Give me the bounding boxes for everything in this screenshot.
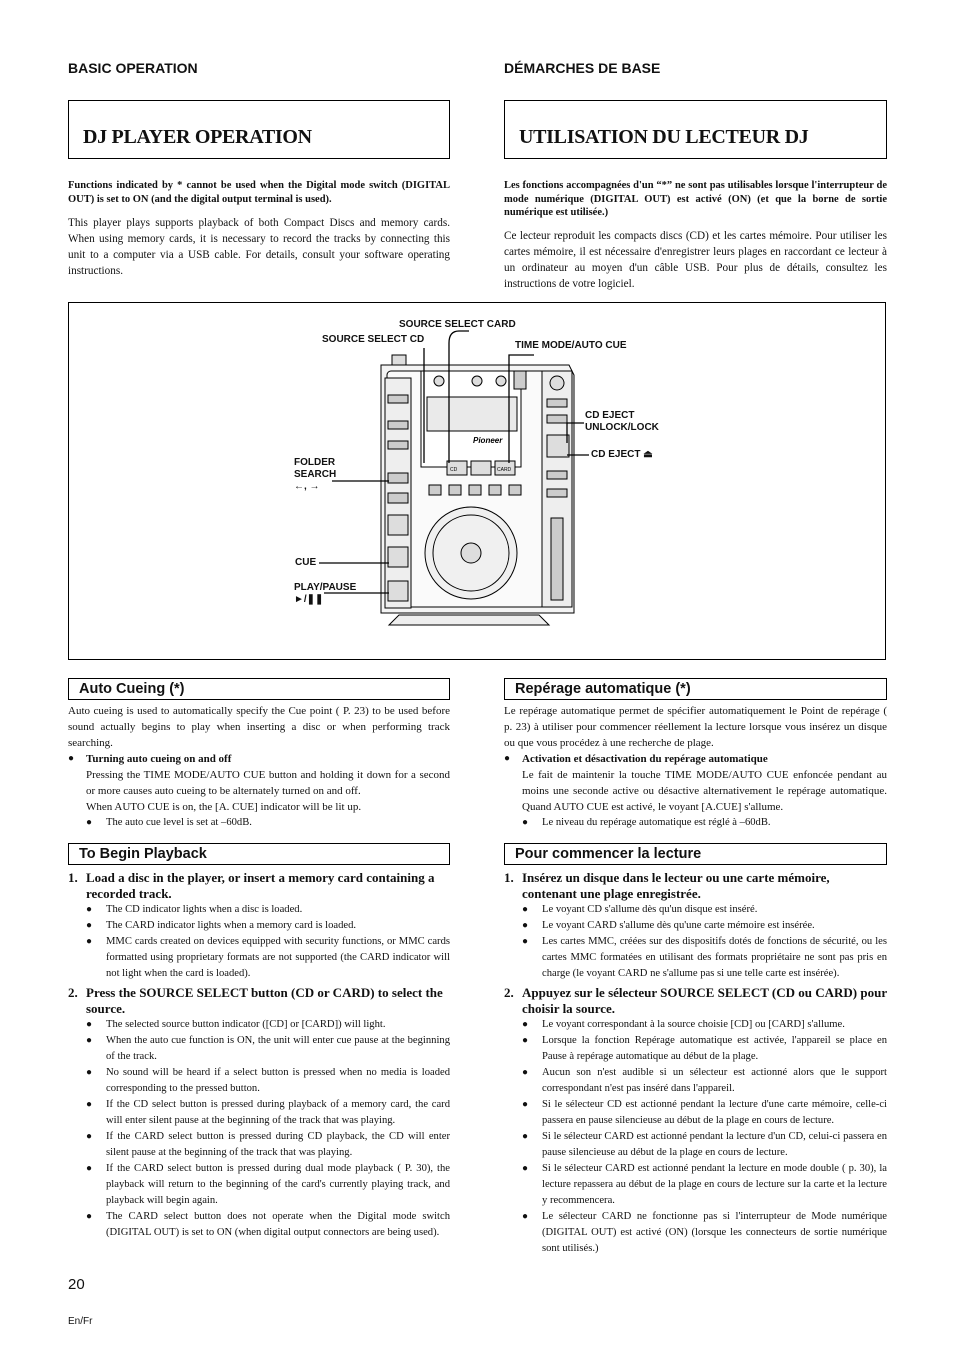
auto-cue-heading-right: Repérage automatique (*): [504, 678, 887, 700]
title-box-left: [68, 100, 450, 159]
page-number: 20: [68, 1276, 85, 1293]
step1-left: [68, 870, 450, 902]
step1-bullet-left: ● The CD indicator lights when a disc is loaded.: [68, 902, 450, 918]
diagram-frame: [68, 302, 886, 660]
step1-num-left: 1.: [68, 870, 78, 885]
auto-cue-heading-left: Auto Cueing (*): [68, 678, 450, 700]
callout-source-select-card: SOURCE SELECT CARD: [399, 319, 516, 330]
step2-right: [504, 985, 887, 1017]
playback-section-right: [504, 843, 887, 1257]
auto-cue-body1-left: Pressing the TIME MODE/AUTO CUE button and holding it down for a second or more causes auto cueing to be alternately turned on and off.: [86, 769, 450, 797]
step1-bullet-right: ● Le voyant CARD s'allume dès qu'une carte mémoire est insérée.: [504, 918, 887, 934]
step2-bullet-right: ● Si le sélecteur CARD est actionné pendant la lecture en mode double ( p. 30), la lecture repassera au début de la plage en cours de lecture sur la carte et la lecture y recommencera.: [504, 1161, 887, 1209]
player-diagram: [69, 303, 887, 661]
warning-right: Les fonctions accompagnées d'un “*” ne sont pas utilisables lorsque l'interrupteur de mode numérique (DIGITAL OUT) est activé (ON) (et que la borne de sortie numérique est utilisée.): [504, 180, 887, 218]
auto-cue-body2-left: When AUTO CUE is on, the [A. CUE] indicator will be lit up.: [86, 801, 362, 813]
title-box-right: [504, 100, 887, 159]
step2-bullet-left: ● If the CARD select button is pressed during CD playback, the CD will enter silent pause at the beginning of the track that was playing.: [68, 1129, 450, 1161]
brand-logo: Pioneer: [473, 436, 503, 445]
step1-bullet-left: ● MMC cards created on devices equipped with security functions, or MMC cards formatted using proprietary formats are not supported (the CARD indicator will not light when the card is loaded).: [68, 934, 450, 982]
step2-bullet-right: ● Si le sélecteur CARD est actionné pendant la lecture d'un CD, celui-ci passera en pause silencieuse au début de la plage en cours de lecture.: [504, 1129, 887, 1161]
step1-bullet-left: ● The CARD indicator lights when a memory card is loaded.: [68, 918, 450, 934]
auto-cue-section-right: [504, 678, 887, 831]
step2-num-right: 2.: [504, 985, 514, 1000]
step2-text-left: Press the SOURCE SELECT button (CD or CARD) to select the source.: [86, 985, 443, 1016]
playback-section-left: [68, 843, 450, 1241]
auto-cue-bullet-title-right: ● Activation et désactivation du repérage automatique: [504, 751, 887, 767]
section-label-left: BASIC OPERATION: [68, 60, 198, 76]
step2-num-left: 2.: [68, 985, 78, 1000]
auto-cue-sub-left: ● The auto cue level is set at –60dB.: [68, 815, 450, 831]
auto-cue-bullet-title-left: ● Turning auto cueing on and off: [68, 751, 450, 767]
step2-text-right: Appuyez sur le sélecteur SOURCE SELECT (CD ou CARD) pour choisir la source.: [522, 985, 887, 1016]
step2-bullet-right: ● Si le sélecteur CD est actionné pendant la lecture d'une carte mémoire, celle-ci passera en pause silencieuse au début de la plage en cours de lecture.: [504, 1097, 887, 1129]
step1-num-right: 1.: [504, 870, 514, 885]
auto-cue-sub-right: ● Le niveau du repérage automatique est réglé à –60dB.: [504, 815, 887, 831]
section-label-right: DÉMARCHES DE BASE: [504, 60, 661, 76]
step2-bullet-right: ● Le voyant correspondant à la source choisie [CD] ou [CARD] s'allume.: [504, 1017, 887, 1033]
step2-bullet-left: ● If the CD select button is pressed during playback of a memory card, the card will enter silent pause at the beginning of the track that was playing.: [68, 1097, 450, 1129]
step2-bullet-right: ● Le sélecteur CARD ne fonctionne pas si l'interrupteur de Mode numérique (DIGITAL OUT) est activé (ON) (lorsque les connecteurs de sortie numérique sont utilisés.): [504, 1209, 887, 1257]
step1-text-left: Load a disc in the player, or insert a memory card containing a recorded track.: [86, 870, 435, 901]
step2-bullet-left: ● When the auto cue function is ON, the unit will enter cue pause at the beginning of the track.: [68, 1033, 450, 1065]
auto-cue-body1-right: Le fait de maintenir la touche TIME MODE/AUTO CUE enfoncée pendant au moins une seconde active ou désactive alternativement le repérage automatique. Quand AUTO CUE est activé, le voyant [A.CUE] s'allume.: [522, 769, 887, 813]
step2-left: [68, 985, 450, 1017]
intro-left: This player plays supports playback of both Compact Discs and memory cards. When using memory cards, it is necessary to record the tracks by connecting this unit to a computer via a USB cable. For details, consult your software operating instructions.: [68, 217, 450, 277]
step2-bullet-left: ● The selected source button indicator ([CD] or [CARD]) will light.: [68, 1017, 450, 1033]
step1-bullet-right: ● Le voyant CD s'allume dès qu'un disque est inséré.: [504, 902, 887, 918]
callout-cue: CUE: [295, 557, 317, 568]
step1-right: [504, 870, 887, 902]
step1-text-right: Insérez un disque dans le lecteur ou une carte mémoire, contenant une plage enregistrée.: [522, 870, 830, 901]
callout-source-select-cd: SOURCE SELECT CD: [322, 334, 425, 345]
step2-bullet-left: ● No sound will be heard if a select button is pressed when no media is loaded corresponding to the pressed button.: [68, 1065, 450, 1097]
step1-bullet-right: ● Les cartes MMC, créées sur des dispositifs dotés de fonctions de sécurité, ou les cartes MMC formatées en utilisant des formats propriétaire ne sont pas pris en charge (le voyant CARD ne s'allume pas si une telle carte est insérée).: [504, 934, 887, 982]
callout-time-mode: TIME MODE/AUTO CUE: [515, 340, 627, 351]
step2-bullet-left: ● If the CARD select button is pressed during dual mode playback ( P. 30), the playback will return to the beginning of the card's currently playing track, and playback will begin again.: [68, 1161, 450, 1209]
intro-right: Ce lecteur reproduit les compacts discs (CD) et les cartes mémoire. Pour utiliser les cartes mémoire, il est nécessaire d'enregistrer leurs plages en raccordant ce lecteur à un ordinateur au moyen d'un câble USB. Pour plus de détails, consultez les instructions de votre logiciel.: [504, 230, 887, 290]
step2-bullet-left: ● The CARD select button does not operate when the Digital mode switch (DIGITAL OUT) is set to ON (when digital output connectors are being used).: [68, 1209, 450, 1241]
page-title-right: UTILISATION DU LECTEUR DJ: [519, 126, 809, 148]
playback-heading-right: Pour commencer la lecture: [504, 843, 887, 865]
page-title-left: DJ PLAYER OPERATION: [83, 126, 312, 148]
auto-cue-section-left: [68, 678, 450, 831]
step2-bullet-right: ● Aucun son n'est audible si un sélecteur est actionné alors que le support correspondant n'est pas inséré dans l'appareil.: [504, 1065, 887, 1097]
callout-cd-eject-unlock: CD EJECT UNLOCK/LOCK: [585, 410, 659, 433]
callout-cd-eject: CD EJECT ⏏: [591, 449, 653, 460]
step2-bullet-right: ● Lorsque la fonction Repérage automatique est activée, l'appareil se place en Pause à repérage automatique au début de la plage.: [504, 1033, 887, 1065]
cd-button-label: CD: [450, 467, 458, 473]
auto-cue-para-right: Le repérage automatique permet de spécifier automatiquement le Point de repérage ( p. 23) à utiliser pour commencer réellement la lecture lorsque vous insérez un disque ou que vous procédez à une recherche de plage.: [504, 705, 887, 749]
callout-play-pause: PLAY/PAUSE ►/❚❚: [294, 582, 357, 605]
playback-heading-left: To Begin Playback: [68, 843, 450, 865]
language-label: En/Fr: [68, 1316, 93, 1327]
warning-left: Functions indicated by * cannot be used when the Digital mode switch (DIGITAL OUT) is set to ON (and the digital output terminal is used).: [68, 180, 450, 205]
callout-folder-search: FOLDER SEARCH ←, →: [294, 457, 337, 492]
auto-cue-para-left: Auto cueing is used to automatically specify the Cue point ( P. 23) to be used before sound actually begins to play when inserting a disc or when performing track searching.: [68, 705, 450, 749]
card-button-label: CARD: [497, 467, 512, 473]
